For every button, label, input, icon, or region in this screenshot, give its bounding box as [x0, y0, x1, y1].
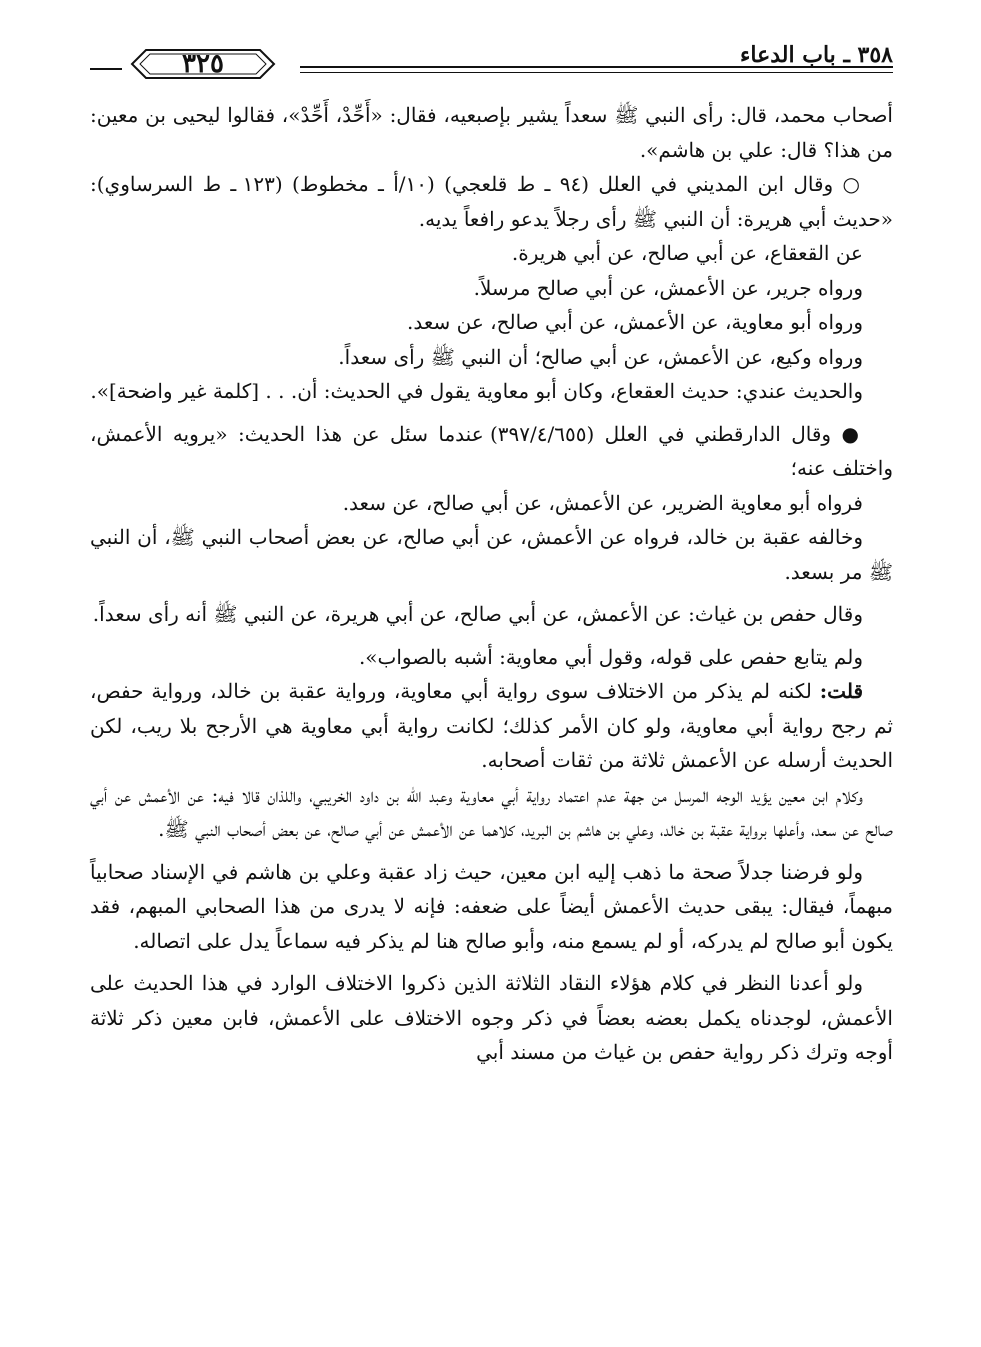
isnad-line-1: عن القعقاع، عن أبي صالح، عن أبي هريرة. [511, 241, 863, 265]
page-header [90, 42, 893, 82]
paragraph-qult [90, 674, 893, 778]
paragraph-hadith-indi: والحديث عندي: حديث العقعاع، وكان أبو معاوية يقول في الحديث: أن. . . [كلمة غير واضحة]». [90, 379, 863, 403]
paragraph-faradna: ولو فرضنا جدلاً صحة ما ذهب إليه ابن معين، حيث زاد عقبة وعلي بن هاشم في الإسناد صحابياً مبهماً، فيقال: يبقى حديث الأعمش أيضاً على ضعفه: فإنه لا يدرى من هذا الصحابي المبهم، فقد يكون أبو صالح لم يدركه، أو لم يسمع منه، وأبو صالح هنا لم يذكر فيه سماعاً يدل على اتصاله. [90, 859, 893, 953]
isnad-line-4: ورواه وكيع، عن الأعمش، عن أبي صالح؛ أن النبي ﷺ رأى سعداً. [338, 344, 863, 369]
isnad-line-5: فرواه أبو معاوية الضرير، عن الأعمش، عن أبي صالح، عن سعد. [342, 490, 863, 515]
paragraph-ibn-madini: ○ وقال ابن المديني في العلل (٩٤ ـ ط قلعجي) (١٠/أ ـ مخطوط) (١٢٣ ـ ط السرساوي): «حديث أبي هريرة: أن النبي ﷺ رأى رجلاً يدعو رافعاً يديه. [90, 172, 893, 231]
paragraph-lam-yutabi: ولم يتابع حفص على قوله، وقول أبي معاوية: أشبه بالصواب». [358, 644, 863, 669]
qult-text: لكنه لم يذكر من الاختلاف سوى رواية أبي معاوية، ورواية عقبة بن خالد، ورواية حفص، ثم رجح رواية أبي معاوية، ولو كان الأمر كذلك؛ لكانت رواية أبي معاوية هي الأرجح بلا ريب، لكن الحديث أرسله عن الأعمش ثلاثة من ثقات أصحابه. [90, 679, 893, 772]
paragraph-daraqutni: ● وقال الدارقطني في العلل (٣٩٧/٤/٦٥٥) عندما سئل عن هذا الحديث: «يرويه الأعمش، واختلف عنه؛ [90, 421, 893, 480]
paragraph-uqba: وخالفه عقبة بن خالد، فرواه عن الأعمش، عن أبي صالح، عن بعض أصحاب النبي ﷺ، أن النبي ﷺ مر بسعد. [90, 525, 893, 584]
header-rule-left [90, 68, 122, 70]
qult-label: قلت: [819, 679, 863, 703]
page-body [90, 98, 893, 1070]
paragraph-hafs: وقال حفص بن غياث: عن الأعمش، عن أبي صالح، عن أبي هريرة، عن النبي ﷺ أنه رأى سعداً. [92, 602, 863, 626]
paragraph-aadna: ولو أعدنا النظر في كلام هؤلاء النقاد الثلاثة الذين ذكروا الاختلاف الوارد في هذا الحديث على الأعمش، لوجدناه يكمل بعضه بعضاً في ذكر وجوه الاختلاف على الأعمش، فابن معين ذكر ثلاثة أوجه وترك ذكر رواية حفص بن غياث من مسند أبي [90, 971, 893, 1064]
isnad-line-2: ورواه جرير، عن الأعمش، عن أبي صالح مرسلاً. [473, 275, 863, 300]
isnad-line-3: ورواه أبو معاوية، عن الأعمش، عن أبي صالح، عن سعد. [406, 310, 863, 334]
running-head: ٣٥٨ ـ باب الدعاء [740, 42, 893, 68]
book-page [90, 0, 893, 1347]
paragraph-1: أصحاب محمد، قال: رأى النبي ﷺ سعداً يشير بإصبعيه، فقال: «أَحِّدْ، أَحِّدْ»، فقالوا ليحيى بن معين: من هذا؟ قال: علي بن هاشم». [90, 103, 893, 162]
page-number-cartouche [128, 46, 278, 82]
paragraph-ibn-maeen: وكلام ابن معين يؤيد الوجه المرسل من جهة عدم اعتماد رواية أبي معاوية وعبد الله بن داود الخريبي، واللذان قالا فيه: عن الأعمش عن أبي صالح عن سعد، وأعلها برواية عقبة بن خالد، وعلي بن هاشم بن البريد، كلاهما عن الأعمش عن أبي صالح، عن بعض أصحاب النبي ﷺ. [90, 782, 893, 841]
page-number: ٣٢٥ [182, 49, 224, 79]
header-rule [300, 66, 893, 73]
